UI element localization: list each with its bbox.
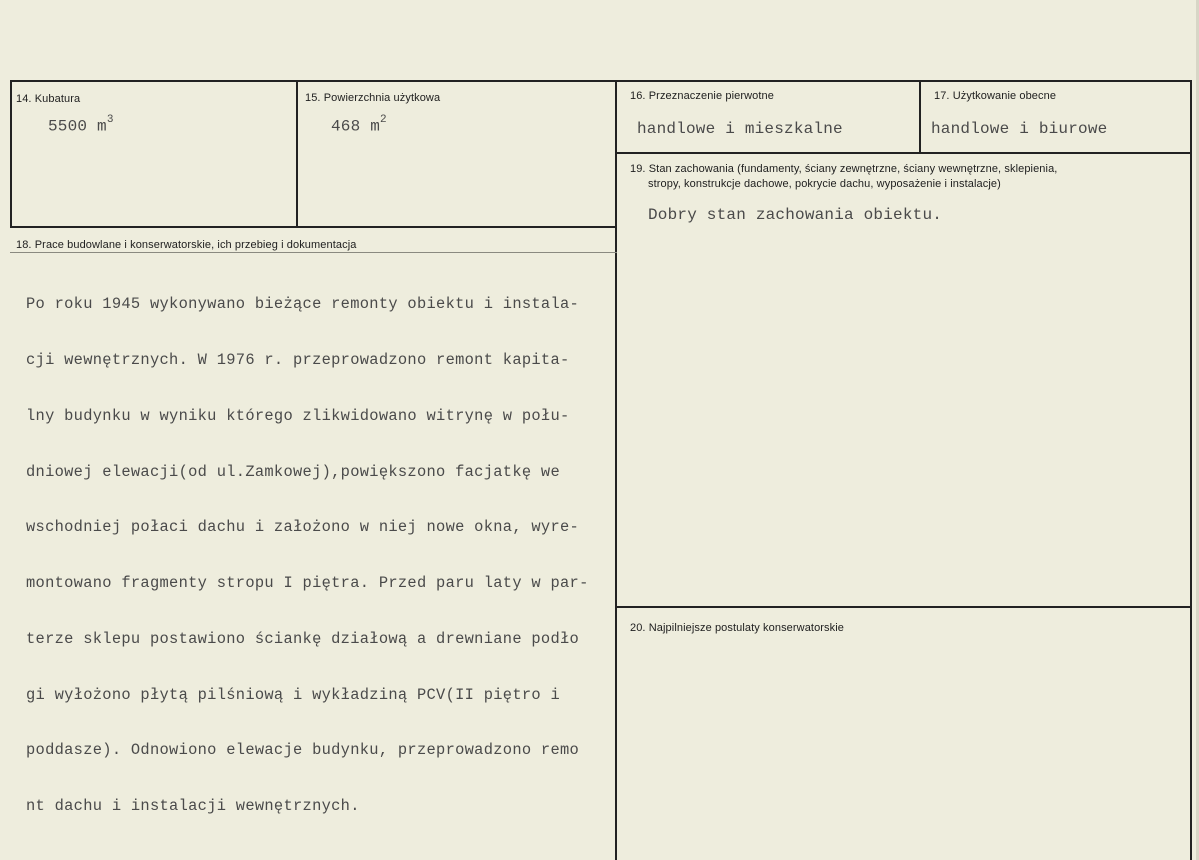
field-20-label: 20. Najpilniejsze postulaty konserwatorskie	[630, 622, 845, 634]
top-rule	[10, 80, 1190, 82]
field-16-value: handlowe i mieszkalne	[637, 120, 843, 138]
field-18-line: montowano fragmenty stropu I piętra. Przed paru laty w par-	[26, 574, 589, 593]
field-18-line: cji wewnętrznych. W 1976 r. przeprowadzono remont kapita-	[26, 350, 570, 369]
field-19-label-line-2: stropy, konstrukcje dachowe, pokrycie dachu, wyposażenie i instalacje)	[648, 178, 1001, 190]
field-18-line: wschodniej połaci dachu i założono w niej nowe okna, wyre-	[26, 518, 580, 537]
field-19-value: Dobry stan zachowania obiektu.	[648, 206, 943, 224]
field-18-line: terze sklepu postawiono ściankę działową a drewniane podło	[26, 629, 580, 648]
field-18-line: dniowej elewacji(od ul.Zamkowej),powiększono facjatkę we	[26, 462, 561, 481]
field-18-line: Po roku 1945 wykonywano bieżące remonty obiektu i instala-	[26, 295, 580, 314]
left-rule	[10, 80, 12, 228]
rule-below-19	[615, 606, 1192, 608]
right-rule	[1190, 80, 1192, 860]
field-19-label-line-1: 19. Stan zachowania (fundamenty, ściany zewnętrzne, ściany wewnętrzne, sklepienia,	[630, 163, 1058, 175]
field-18-text	[26, 258, 626, 853]
field-16-label: 16. Przeznaczenie pierwotne	[630, 90, 774, 102]
field-18-line: lny budynku w wyniku którego zlikwidowano witrynę w połu-	[26, 406, 570, 425]
field-18-line: nt dachu i instalacji wewnętrznych.	[26, 797, 360, 816]
field-17-value: handlowe i biurowe	[931, 120, 1108, 138]
field-15-exponent: 2	[380, 114, 387, 126]
divider-16-17	[919, 80, 921, 154]
field-17-label: 17. Użytkowanie obecne	[934, 90, 1057, 102]
field-18-label: 18. Prace budowlane i konserwatorskie, ich przebieg i dokumentacja	[16, 239, 357, 251]
field-15-value-text: 468 m	[331, 117, 381, 136]
field-14-value-text: 5500 m	[48, 117, 107, 136]
rule-below-14-15	[10, 226, 617, 228]
field-15-value	[331, 116, 387, 135]
field-15-label: 15. Powierzchnia użytkowa	[305, 92, 441, 104]
field-18-line: poddasze). Odnowiono elewacje budynku, przeprowadzono remo	[26, 741, 580, 760]
field-18-line: gi wyłożono płytą pilśniową i wykładziną PCV(II piętro i	[26, 685, 561, 704]
field-14-exponent: 3	[106, 114, 114, 126]
field-14-label: 14. Kubatura	[16, 93, 81, 105]
rule-below-16-17	[615, 152, 1192, 154]
divider-14-15	[296, 80, 298, 228]
field-14-value	[48, 116, 114, 135]
